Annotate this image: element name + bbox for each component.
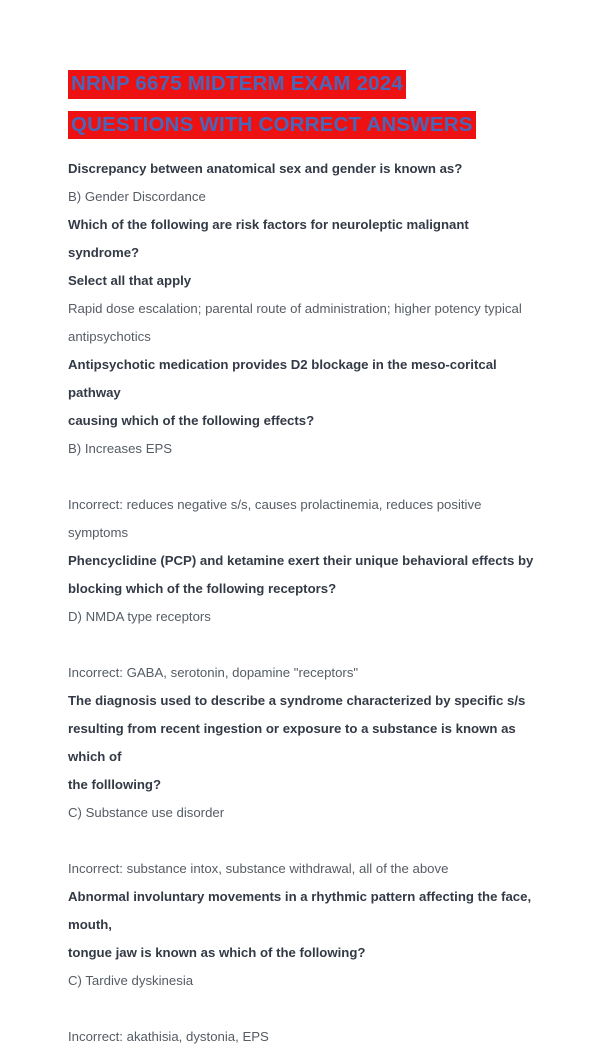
title-line-1-text: NRNP 6675 MIDTERM EXAM 2024 bbox=[68, 70, 406, 99]
incorrect-options-line: Incorrect: substance intox, substance withdrawal, all of the above bbox=[68, 861, 449, 876]
question-line: Select all that apply bbox=[68, 273, 192, 288]
answer-line: D) NMDA type receptors bbox=[68, 609, 211, 624]
question-line: Discrepancy between anatomical sex and gender is known as? bbox=[68, 161, 463, 176]
title-line-2-text: QUESTIONS WITH CORRECT ANSWERS bbox=[68, 111, 476, 140]
incorrect-options-line: Incorrect: reduces negative s/s, causes prolactinemia, reduces positive symptoms bbox=[68, 497, 482, 540]
answer-line: C) Tardive dyskinesia bbox=[68, 973, 194, 988]
question-line: blocking which of the following receptors? bbox=[68, 581, 337, 596]
answer-line: C) Substance use disorder bbox=[68, 805, 225, 820]
incorrect-options-line: Incorrect: akathisia, dystonia, EPS bbox=[68, 1029, 269, 1044]
exam-content bbox=[68, 155, 540, 1051]
document-title bbox=[68, 70, 540, 139]
blank-line bbox=[68, 995, 540, 1023]
blank-line bbox=[68, 827, 540, 855]
question-line: Which of the following are risk factors for neuroleptic malignant syndrome? bbox=[68, 217, 469, 260]
incorrect-options-line: Incorrect: GABA, serotonin, dopamine "receptors" bbox=[68, 665, 359, 680]
question-line: Phencyclidine (PCP) and ketamine exert their unique behavioral effects by bbox=[68, 553, 534, 568]
blank-line bbox=[68, 463, 540, 491]
question-line: Antipsychotic medication provides D2 blockage in the meso-coritcal pathway bbox=[68, 357, 497, 400]
answer-line: antipsychotics bbox=[68, 329, 151, 344]
question-line: The diagnosis used to describe a syndrome characterized by specific s/s bbox=[68, 693, 526, 708]
blank-line bbox=[68, 631, 540, 659]
question-line: resulting from recent ingestion or exposure to a substance is known as which of bbox=[68, 721, 516, 764]
question-line: tongue jaw is known as which of the following? bbox=[68, 945, 366, 960]
title-line-2 bbox=[68, 111, 540, 140]
answer-line: B) Gender Discordance bbox=[68, 189, 206, 204]
title-line-1 bbox=[68, 70, 540, 99]
answer-line: Rapid dose escalation; parental route of administration; higher potency typical bbox=[68, 301, 522, 316]
question-line: causing which of the following effects? bbox=[68, 413, 315, 428]
answer-line: B) Increases EPS bbox=[68, 441, 173, 456]
question-line: Abnormal involuntary movements in a rhythmic pattern affecting the face, mouth, bbox=[68, 889, 532, 932]
question-line: the folllowing? bbox=[68, 777, 162, 792]
